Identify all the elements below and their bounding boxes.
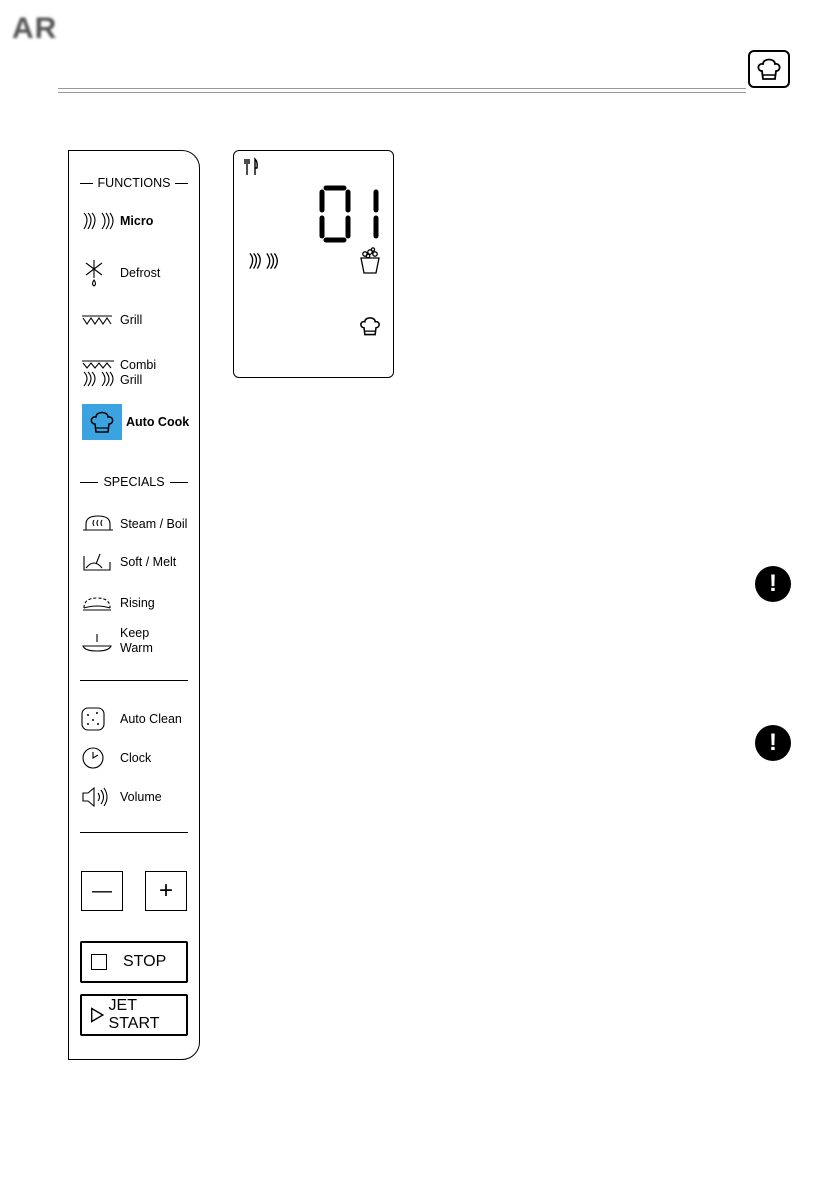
- rising-label: Rising: [120, 595, 155, 610]
- rising-button[interactable]: [80, 588, 155, 618]
- soft-melt-icon: [80, 547, 120, 577]
- grill-icon: [80, 305, 120, 335]
- microwave-waves-icon: [246, 251, 282, 271]
- keep-warm-icon: [80, 626, 120, 656]
- defrost-label: Defrost: [120, 265, 161, 280]
- clock-label: Clock: [120, 750, 152, 765]
- grill-label: Grill: [120, 312, 143, 327]
- steam-boil-label: Steam / Boil: [120, 516, 188, 531]
- play-icon: [88, 1005, 107, 1025]
- chef-hat-icon: [358, 313, 382, 339]
- soft-melt-label: Soft / Melt: [120, 554, 177, 569]
- panel-divider: [80, 832, 188, 833]
- minus-button[interactable]: [81, 871, 123, 911]
- stop-square-icon: [91, 954, 107, 970]
- defrost-button[interactable]: [80, 258, 160, 288]
- clock-icon: [80, 743, 120, 773]
- microwave-waves-icon: [80, 206, 120, 236]
- popcorn-icon: [358, 247, 382, 275]
- chef-hat-icon: [748, 50, 790, 88]
- jet-start-label: JET START: [108, 997, 160, 1032]
- combi-grill-icon: [80, 358, 120, 388]
- auto-clean-icon: [80, 704, 120, 734]
- digits-display: [316, 183, 388, 245]
- minus-icon: —: [92, 879, 112, 902]
- lcd-display: [233, 150, 394, 378]
- soft-melt-button[interactable]: [80, 547, 176, 577]
- combi-grill-button[interactable]: [80, 358, 156, 388]
- warning-icon: !: [755, 566, 791, 602]
- auto-cook-button[interactable]: [82, 404, 189, 440]
- keep-warm-button[interactable]: [80, 626, 153, 656]
- auto-clean-label: Auto Clean: [120, 711, 182, 726]
- keep-warm-label: Keep Warm: [120, 626, 153, 655]
- plus-icon: +: [158, 877, 173, 904]
- auto-clean-button[interactable]: [80, 704, 182, 734]
- jet-start-button[interactable]: [80, 994, 188, 1036]
- warning-icon: !: [755, 725, 791, 761]
- combi-grill-label: Combi Grill: [120, 358, 157, 387]
- clock-button[interactable]: [80, 743, 151, 773]
- defrost-icon: [80, 258, 120, 288]
- stop-button[interactable]: [80, 941, 188, 983]
- header-rule: [58, 88, 746, 89]
- specials-heading: SPECIALS: [80, 475, 188, 489]
- grill-button[interactable]: [80, 305, 142, 335]
- language-tag: AR: [12, 12, 58, 45]
- volume-button[interactable]: [80, 782, 162, 812]
- micro-label: Micro: [120, 213, 154, 228]
- volume-label: Volume: [120, 789, 162, 804]
- chef-hat-icon: [82, 404, 122, 440]
- stop-label: STOP: [123, 953, 167, 970]
- panel-divider: [80, 680, 188, 681]
- header-rule: [58, 92, 746, 93]
- steam-boil-button[interactable]: [80, 509, 187, 539]
- plus-button[interactable]: [145, 871, 187, 911]
- functions-heading: FUNCTIONS: [80, 176, 188, 190]
- fork-knife-icon: [244, 157, 260, 177]
- auto-cook-label: Auto Cook: [126, 414, 190, 429]
- rising-icon: [80, 588, 120, 618]
- volume-icon: [80, 782, 120, 812]
- micro-button[interactable]: [80, 206, 153, 236]
- steam-icon: [80, 509, 120, 539]
